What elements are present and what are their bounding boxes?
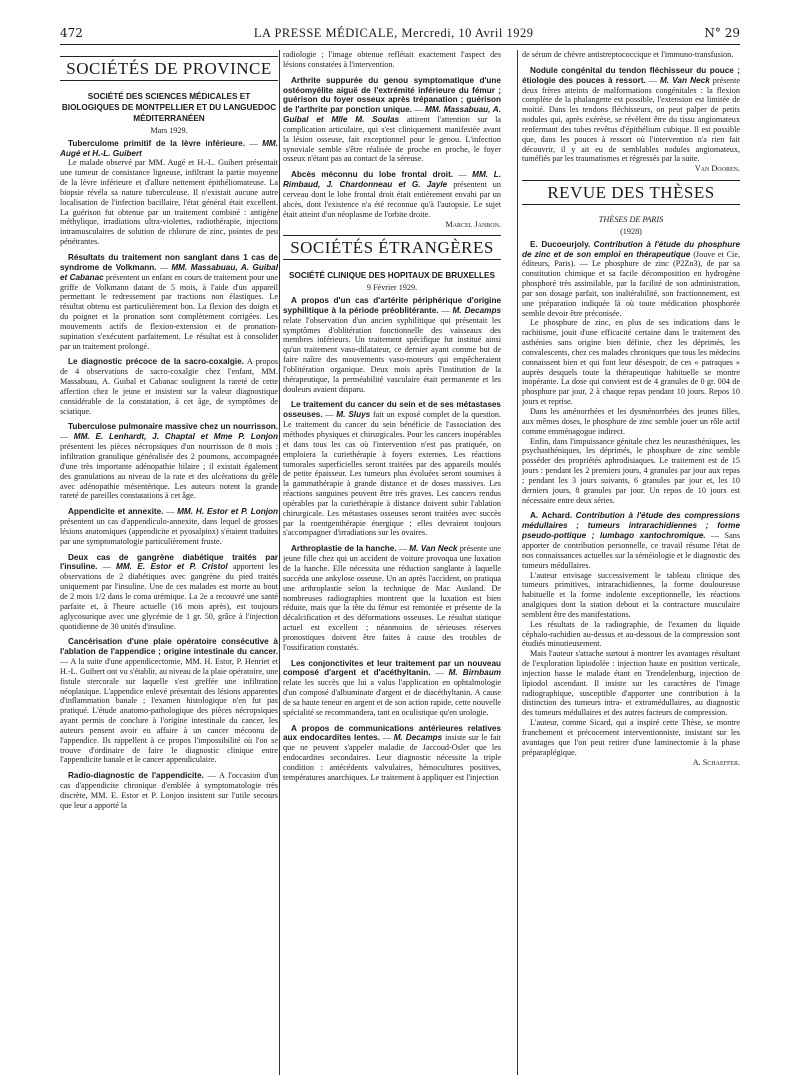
thesis-body: — Sans apporter de contribution personnelle, ce travail résume l'état de nos connaissances actuelles sur la séméiologie et le diagnostic des tumeurs médullaires. <box>522 531 740 570</box>
article: Arthroplastie de la hanche. — M. Van Neck présente une jeune fille chez qui un accident de voiture provoqua une luxation de la hanche. Elle nécessita une réduction sanglante à laquelle succéda une ankylose osseuse. Un an après l'accident, on pratiqua une arthroplastie selon la technique de Mac Ausland. De nombreuses radiographies montrent que la luxation est bien réduite, mais que la tête du fémur est remontée et présente de la décalcification et des déformations osseuses. Le résultat statique actuel est excellent ; néanmoins de sérieuses réserves pronostiques doivent être faites à cause des troubles de l'ossification constatés. <box>283 544 501 652</box>
article-title: Deux cas de gangrène diabétique traités par l'insuline. <box>60 552 278 572</box>
article-body: présentent un enfant en cours de traitement pour une griffe de Volkmann datant de 5 mois, à l'aide d'un appareil permettant le redressement par tractions non élastiques. Le résultat obtenu est particulièrement bon. La flexion des doigts et du poignet et la pronation sont complètement corrigées. Les mouvements actifs de flexion-extension et de pronation-supination s'exécutent parfaitement. Le résultat est à consolider par un traitement prolongé. <box>60 272 278 351</box>
article <box>60 357 278 416</box>
thesis-author: E. Ducoeurjoly. <box>530 239 591 249</box>
thesis-author: A. Achard. <box>530 511 573 521</box>
thesis-title: Contribution à l'étude du phosphure de zinc et de son emploi en thérapeutique <box>522 239 740 259</box>
article: Deux cas de gangrène diabétique traités par l'insuline. — MM. E. Estor et P. Cristol apportent les observations de 2 diabétiques avec gangrène du pied traités uniquement par l'insuline. Une de ces malades est morte au bout de 2 mois 1/2 dans le coma urémique. La 2e a recouvré une santé parfaite et, à l'heure actuelle (16 mois après), est toujours aglycosurique avec une glycémie de 1 gr. 50, grâce à l'injection quotidienne de 30 unités d'insuline. <box>60 552 278 631</box>
article-body: relate les succès que lui a valus l'application en ophtalmologie d'un composé d'albuminate d'argent et de diacéthyltanin. A cause de sa haute teneur en argent et de son action rapide, cette nouvelle spécialité se recommandera, tant en oculistique qu'en urologie. <box>283 678 501 717</box>
column-2 <box>283 50 501 1075</box>
article-title: Le traitement du cancer du sein et de ses métastases osseuses. <box>283 400 501 420</box>
article-authors: MM. E. Lenhardt, J. Chaptal et Mme P. Lonjon <box>73 432 278 442</box>
article-body: A l'occasion d'un cas d'appendicite chronique d'emblée à symptomatologie très discrète, MM. E. Estor et P. Lonjon insistent sur l'utile secours que leur a apporté la <box>60 771 278 810</box>
article-title: Le diagnostic précoce de la sacro-coxalgie. <box>68 357 244 367</box>
thesis-paragraph: Les résultats de la radiographie, de l'examen du liquide céphalo-rachidien au-dessus et au-dessous de la compression sont étudiés minutieusement. <box>522 619 740 649</box>
running-header <box>60 22 740 45</box>
article-authors: M. Sluys <box>336 410 371 420</box>
signature: Marcel Janbon. <box>445 219 501 229</box>
article: Cancérisation d'une plaie opératoire consécutive à l'ablation de l'appendice ; origine intestinale du cancer. — A la suite d'une appendicectomie, MM. H. Estor, P. Henriet et H.-L. Guibert ont vu s'établir, au niveau de la plaie opératoire, une fistule stercorale sur laquelle s'est greffée une infiltration néoplasique. L'appendice enlevé présentait des lésions apparentes d'inflammation banale ; l'examen histologique n'en fut pas pratiqué. L'étude anatomo-pathologique des pièces nécropsiques ayant permis de conclure à l'origine intestinale du cancer, les auteurs pensent avoir eu affaire à un cancer méconnu de l'appendice. Ils rappellent à ce propos l'impossibilité où l'on se trouve d'ordinaire de faire le diagnostic clinique entre l'appendicite banale et le cancer appendiculaire. <box>60 637 278 765</box>
article: Appendicite et annexite. — MM. H. Estor et P. Lonjon présentent un cas d'appendiculo-annexite, dans lequel de grosses lésions anatomiques (appendicite et pyosalpinx) s'étaient traduites par une symptomatologie particulièrement fruste. <box>60 507 278 546</box>
article-title: A propos d'un cas d'artérite périphérique d'origine syphilitique à la période préoblitérante. <box>283 296 501 315</box>
article-body: fait un exposé complet de la question. Le traitement du cancer du sein bénéficie de l'association des méthodes physiques et chirurgicales. Pour les cancers inopérables et dans tous les cas où l'intervention n'est pas pratiquée, on emploiera la curiethérapie à foyers externes. Les réactions tumorales superficielles seront traitées par des appareils moulés de petite épaisseur. Les tumeurs plus évoluées seront soumises à la gammathérapie à grande distance et de doses massives. Les réactions sanguines peuvent être très graves. Les cancers rendus opérables par la curiethérapie à distance doivent subir l'ablation chirurgicale. Les métastases osseuses seront traitées avec succès par la roentgenthérapie énergique ; elles devraient toujours s'accompagner d'irradiations sur les ovaires. <box>283 410 501 538</box>
thesis-paragraph: L'auteur envisage successivement le tableau clinique des tumeurs primitives, intrarachidiennes, la forme douloureuse habituelle et la forme indolente exceptionnelle, les réactions analgiques dont la station debout et la contracture musculaire semblent être des manifestations. <box>522 570 740 619</box>
article: Résultats du traitement non sanglant dans 1 cas de syndrome de Volkmann. — MM. Massabuau, A. Guibal et Cabanac présentent un enfant en cours de traitement pour une griffe de Volkmann datant de 5 mois, à l'aide d'un appareil permettant le redressement par tractions non élastiques. Le résultat obtenu est particulièrement bon. La flexion des doigts et du poignet et la pronation sont complètement corrigées. Les mouvements actifs de flexion-extension et de pronation-supination s'exécutent parfaitement. Le résultat est à consolider par un traitement prolongé. <box>60 252 278 351</box>
session-date: Mars 1929. <box>150 125 188 135</box>
thesis-subheading: THÈSES DE PARIS <box>598 214 664 224</box>
article: Le traitement du cancer du sein et de ses métastases osseuses. — M. Sluys fait un exposé complet de la question. Le traitement du cancer du sein bénéficie de l'association des méthodes physiques et chirurgicales. Pour les cancers inopérables et dans tous les cas où l'intervention n'est pas pratiquée, on emploiera la curiethérapie à foyers externes. Les réactions tumorales superficielles seront traitées par des appareils moulés de petite épaisseur. Les tumeurs plus évoluées seront soumises à la gammathérapie à grande distance et de doses massives. Les réactions sanguines peuvent être très graves. Les cancers rendus opérables par la curiethérapie à distance doivent subir l'ablation chirurgicale. Les métastases osseuses seront traitées avec succès par la roentgenthérapie énergique ; elles devraient toujours s'accompagner d'irradiations sur les ovaires. <box>283 400 501 538</box>
society-name: SOCIÉTÉ DES SCIENCES MÉDICALES ET BIOLOGIQUES DE MONTPELLIER ET DU LANGUEDOC MÉDITERRANÉEN <box>61 91 277 123</box>
journal-title: LA PRESSE MÉDICALE, Mercredi, 10 Avril 1929 <box>253 25 534 40</box>
article: Les conjonctivites et leur traitement par un nouveau composé d'argent et d'acéthyltanin. — M. Birnbaum relate les succès que lui a valus l'application en ophtalmologie d'un composé d'albuminate d'argent et de diacéthyltanin. A cause de sa haute teneur en argent et de son action rapide, cette nouvelle spécialité se recommandera, tant en oculistique qu'en urologie. <box>283 658 501 717</box>
thesis-review <box>522 511 740 767</box>
article-authors: M. Decamps <box>452 305 501 315</box>
thesis-year: (1928) <box>620 226 642 236</box>
thesis-paragraph: Le phosphure de zinc, en plus de ses indications dans le rachitisme, jouit d'une efficacité certaine dans le traitement des asthénies sans origine bien définie, chez les déprimés, les convalescents, chez ces malades chroniques que tous les médecins connaissent bien et qui font leur désespoir, de ces « patraques » auprès desquels toute la thérapeutique habituelle se montre inopérante. La dose qui convient est de 4 granules de 0 gr. 004 de phosphure par jour, 2 à chaque repas pendant 10 jours. Repos 10 jours et reprise. <box>522 318 740 407</box>
thesis-paragraph: Mais l'auteur s'attache surtout à montrer les avantages résultant de l'exploration lipiodolée : injection haute en position verticale, injection basse le malade étant en Trendelenburg, injection de lipiodol ascendant. Il insiste sur les caractères de l'image radiographique, susceptible d'apporter une contribution à la distinction des tumeurs intra- et extramédullaires, au diagnostic des tumeurs médullaires et des autres facteurs de compression. <box>522 649 740 718</box>
thesis-paragraph: L'auteur, comme Sicard, qui a inspiré cette Thèse, se montre franchement et précocement interventionniste, insistant sur les avantages que l'on peut retirer d'une laminectomie à la phase préparaplégique. <box>522 718 740 757</box>
issue-date: Mercredi, 10 Avril 1929 <box>401 25 534 40</box>
article: Tuberculome primitif de la lèvre inférieure. — MM. Augé et H.-L. Guibert Le malade observé par MM. Augé et H.-L. Guibert présentait une tumeur de consistance ligneuse, infiltrant la partie moyenne de la lèvre inférieure et d'allure nettement épithéliomateuse. La biopsie révéla sa nature tuberculeuse. Il n'existait aucune autre localisation de l'infection bacillaire, l'état général était excellent. La guérison fut obtenue par un traitement combiné : antigène méthylique, irradiations ultra-violettes, radiothérapie, injections intramusculaires de solution de chlorure de zinc, pointes de peu pénétrantes. <box>60 138 278 247</box>
thesis-title: Contribution à l'étude des compressions médullaires ; tumeurs intrarachidiennes ; forme pseudo-pottique ; lumbago xantochromique. <box>522 511 740 541</box>
article-title: Tuberculose pulmonaire massive chez un nourrisson. <box>68 422 278 432</box>
article-authors: MM. Augé et H.-L. Guibert <box>60 138 278 158</box>
article-body: insiste sur le fait que ne peuvent s'appeler maladie de Jaccoud-Osler que les endocardites secondaires. Leur diagnostic nécessite la triple condition : antécédents valvulaires, hémocultures positives, températures anarchiques. Le traitement à appliquer est l'injection <box>283 733 501 782</box>
article-title: Tuberculome primitif de la lèvre inférieure. <box>68 138 245 148</box>
article-authors: MM. L. Rimbaud, J. Chardonneau et G. Jayle <box>283 170 501 190</box>
article-title: Arthrite suppurée du genou symptomatique d'une ostéomyélite aiguë de l'extrémité inférieure du fémur ; guérison du foyer osseux après trépanation ; guérison de l'arthrite par ponction unique. <box>283 75 501 115</box>
page-number: 472 <box>60 26 83 40</box>
article: Arthrite suppurée du genou symptomatique d'une ostéomyélite aiguë de l'extrémité inférieure du fémur ; guérison du foyer osseux après trépanation ; guérison de l'arthrite par ponction unique. — MM. Massabuau, A. Guibal et Mlle M. Soulas attirent l'attention sur la complication articulaire, qui s'est cliniquement manifestée avant la lésion osseuse, fait exceptionnel pour le genou. L'infection synoviale semble s'être réalisée de proche en proche, le foyer osseux n'étant pas au contact de la séreuse. <box>283 75 501 164</box>
article: Tuberculose pulmonaire massive chez un nourrisson. — MM. E. Lenhardt, J. Chaptal et Mme P. Lonjon présentent les pièces nécropsiques d'un nourrisson de 8 mois : infiltration granulique généralisée des 2 poumons, accompagnée d'une très importante adénopathie hilaire ; il existait également des granulations au niveau de la rate et des ulcérations du grêle avec adénopathie mésentérique. Les auteurs notent la grande rareté de pareilles constatations à cet âge. <box>60 422 278 501</box>
article: Nodule congénital du tendon fléchisseur du pouce ; étiologie des pouces à ressort. — M. Van Neck présente deux frères atteints de malformations congénitales : la flexion complète de la phalangette est possible, l'extension est limitée de moitié. Dans les tendons fléchisseurs, on peut palper de petits nodules qui, après exérèse, se révèlent être du tissu angiomateux renfermant des tubes revêtus d'épithélium cubique. Il est possible que, dans les pouces à ressort où l'intervention n'a rien fait découvrir, il y ait eu de semblables nodules angiomateux, tuméfiés par les traumatismes et régressés par la suite. Van Dooren. <box>522 65 740 174</box>
article-body: relate l'observation d'un ancien syphilitique qui présentait les symptômes d'oblitération fonctionnelle des vaisseaux des membres inférieurs. Un traitement spécifique fut institué ainsi qu'un traitement vaso-dilatateur, ce dernier ayant comme but de faire naître des mouvements vaso-moteurs qui empêcheraient l'oblitération organique. Deux mois après l'institution de la thérapeutique, la perméabilité vasculaire était permanente et les douleurs avaient disparu. <box>283 315 501 394</box>
article-authors: MM. H. Estor et P. Lonjon <box>177 507 278 517</box>
article-body: A propos de 4 observations de sacro-coxalgie chez l'enfant, MM. Massabuau, A. Guibal et Cabanac soulignent la rareté de cette affection chez le jeune et insistent sur la valeur diagnostique considérable de la constatation, à cet âge, de symptômes de sciatique. <box>60 357 278 416</box>
article-authors: MM. Massabuau, A. Guibal et Cabanac <box>60 262 278 282</box>
article-title: Les conjonctivites et leur traitement par un nouveau composé d'argent et d'acéthyltanin. <box>283 658 501 678</box>
article-title: Radio-diagnostic de l'appendicite. <box>68 771 204 781</box>
article-body: apportent les observations de 2 diabétiques avec gangrène du pied traités uniquement par l'insuline. Une de ces malades est morte au bout de 2 mois 1/2 dans le coma urémique. La 2e a recouvré une santé parfaite et, à l'heure actuelle (16 mois après), est toujours aglycosurique avec une glycémie de 1 gr. 50, grâce à l'injection quotidienne de 30 unités d'insuline. <box>60 562 278 631</box>
article-authors: MM. E. Estor et P. Cristol <box>116 562 228 572</box>
thesis-review <box>522 240 740 506</box>
society-name: SOCIÉTÉ CLINIQUE DES HOPITAUX DE BRUXELLES <box>289 271 495 281</box>
article-body: présentent un cerveau dont le lobe frontal droit était entièrement envahi par un abcès, dont l'existence n'a été reconnue qu'à l'autopsie. Le sujet était atteint d'un néoplasme de l'orbite droite. <box>283 180 501 219</box>
article-body: Le malade observé par MM. Augé et H.-L. Guibert présentait une tumeur de consistance ligneuse, infiltrant la partie moyenne de la lèvre inférieure et d'allure nettement épithéliomateuse. La biopsie révéla sa nature tuberculeuse. Il n'existait aucune autre localisation de l'infection bacillaire, l'état général était excellent. La guérison fut obtenue par un traitement combiné : antigène méthylique, irradiations ultra-violettes, radiothérapie, injections intramusculaires de solution de chlorure de zinc, pointes de peu pénétrantes. <box>60 158 278 247</box>
article-title: Arthroplastie de la hanche. <box>291 544 397 554</box>
article-title: Abcès méconnu du lobe frontal droit. <box>291 170 454 180</box>
session-date: 9 Février 1929. <box>366 283 418 293</box>
article-continuation <box>522 50 740 60</box>
article: A propos d'un cas d'artérite périphérique d'origine syphilitique à la période préoblitérante. — M. Decamps relate l'observation d'un ancien syphilitique qui présentait les symptômes d'oblitération fonctionnelle des vaisseaux des membres inférieurs. Un traitement spécifique fut institué ainsi qu'un traitement vaso-dilatateur, ce dernier ayant comme but de faire naître des mouvements vaso-moteurs qui empêcheraient l'oblitération organique. Deux mois après l'institution de la thérapeutique, la perméabilité vasculaire était permanente et les douleurs avaient disparu. <box>283 296 501 394</box>
thesis-paragraph: Enfin, dans l'impuissance génitale chez les neurasthéniques, les psychasthéniques, les déprimés, le phosphure de zinc semble posséder des propriétés aphrodisiaques. Le traitement est de 15 jours : pendant les 2 premiers jours, 4 granules par jour aux repas ; pendant les 3 jours suivants, 6 granules par jour et, les 10 derniers jours, 8 granules par jour. Un repos de 10 jours est nécessaire entre deux séries. <box>522 436 740 505</box>
article-body: présentent un cas d'appendiculo-annexite, dans lequel de grosses lésions anatomiques (appendicite et pyosalpinx) s'étaient traduites par une symptomatologie particulièrement fruste. <box>60 517 278 546</box>
article-continuation <box>283 50 501 70</box>
article-title: Cancérisation d'une plaie opératoire consécutive à l'ablation de l'appendice ; origine intestinale du cancer. <box>60 637 278 657</box>
column-3 <box>522 50 740 1075</box>
section-heading: SOCIÉTÉS DE PROVINCE <box>60 56 278 81</box>
article-title: Résultats du traitement non sanglant dans 1 cas de syndrome de Volkmann. <box>60 252 278 272</box>
column-rule <box>279 50 280 1075</box>
signature: Van Dooren. <box>694 164 740 174</box>
article-body: attirent l'attention sur la complication articulaire, qui s'est cliniquement manifestée avant la lésion osseuse, fait exceptionnel pour le genou. L'infection synoviale semble s'être réalisée de proche en proche, le foyer osseux n'étant pas au contact de la séreuse. <box>283 115 501 164</box>
article-body: A la suite d'une appendicectomie, MM. H. Estor, P. Henriet et H.-L. Guibert ont vu s'établir, au niveau de la plaie opératoire, une fistule stercorale sur laquelle s'est greffée une infiltration néoplasique. L'appendice enlevé présentait des lésions apparentes d'inflammation banale ; l'examen histologique n'en fut pas pratiqué. L'étude anatomo-pathologique des pièces nécropsiques ayant permis de conclure à l'origine intestinale du cancer, les auteurs pensent avoir eu affaire à un cancer méconnu de l'appendice. Ils rappellent à ce propos l'impossibilité où l'on se trouve d'ordinaire de faire le diagnostic clinique entre l'appendicite banale et le cancer appendiculaire. <box>60 657 278 765</box>
article-authors: M. Decamps <box>393 733 443 743</box>
journal-name: LA PRESSE MÉDICALE <box>253 25 395 40</box>
article-title: Appendicite et annexite. <box>68 507 164 517</box>
column-1 <box>60 50 278 1075</box>
article-authors: M. Van Neck <box>659 75 710 85</box>
column-rule <box>517 50 518 1075</box>
article-body: présente deux frères atteints de malformations congénitales : la flexion complète de la phalangette est possible, l'extension est limitée de moitié. Dans les tendons fléchisseurs, on peut palper de petits nodules qui, après exérèse, se révèlent être du tissu angiomateux renfermant des tubes revêtus d'épithélium cubique. Il est possible que, dans les pouces à ressort où l'intervention n'a rien fait découvrir, il y ait eu de semblables nodules angiomateux, tuméfiés par les traumatismes et régressés par la suite. <box>522 75 740 164</box>
article-body: radiologie ; l'image obtenue reflétait exactement l'aspect des lésions constatées à l'intervention. <box>283 50 501 69</box>
article-authors: M. Van Neck <box>409 544 458 554</box>
article: Abcès méconnu du lobe frontal droit. — MM. L. Rimbaud, J. Chardonneau et G. Jayle présentent un cerveau dont le lobe frontal droit était entièrement envahi par un abcès, dont l'existence n'a été reconnue qu'à l'autopsie. Le sujet était atteint d'un néoplasme de l'orbite droite. Marcel Janbon. <box>283 170 501 229</box>
article: A propos de communications antérieures relatives aux endocardites lentes. — M. Decamps insiste sur le fait que ne peuvent s'appeler maladie de Jaccoud-Osler que les endocardites secondaires. Leur diagnostic nécessite la triple condition : antécédents valvulaires, hémocultures positives, températures anarchiques. Le traitement à appliquer est l'injection <box>283 723 501 782</box>
issue-number: N° 29 <box>704 26 740 40</box>
section-heading: REVUE DES THÈSES <box>522 180 740 205</box>
article-body: de sérum de chèvre antistreptococcique et l'immuno-transfusion. <box>522 50 734 59</box>
article-authors: M. Birnbaum <box>448 668 501 678</box>
thesis-body: (Jouve et Cie, éditeurs, Paris). — Le phosphure de zinc (P2Zn3), de par sa constitution chimique et sa facile décomposition en hydrogène phosphoré très assimilable, par la facilité de son administration, par son dosage parfait, son inaltérabilité, son fractionnement, est une préparation indiquée là où toute médication phosphorée semble devoir être préconisée. <box>522 249 740 318</box>
article-body: présentent les pièces nécropsiques d'un nourrisson de 8 mois : infiltration granulique généralisée des 2 poumons, accompagnée d'une très importante adénopathie hilaire ; il existait également des granulations au niveau de la rate et des ulcérations du grêle avec adénopathie mésentérique. Les auteurs notent la grande rareté de pareilles constatations à cet âge. <box>60 442 278 501</box>
section-heading: SOCIÉTÉS ÉTRANGÈRES <box>283 235 501 260</box>
article-body: présente une jeune fille chez qui un accident de voiture provoqua une luxation de la hanche. Elle nécessita une réduction sanglante à laquelle succéda une ankylose osseuse. Un an après l'accident, on pratiqua une arthroplastie selon la technique de Mac Ausland. De nombreuses radiographies montrent que la luxation est bien réduite, mais que la tête du fémur est remontée et présente de la décalcification et des déformations osseuses. Le résultat statique actuel est excellent ; néanmoins de sérieuses réserves pronostiques doivent être faites à cause des troubles de l'ossification constatés. <box>283 544 501 652</box>
article-title: A propos de communications antérieures relatives aux endocardites lentes. <box>283 723 501 743</box>
article-title: Nodule congénital du tendon fléchisseur du pouce ; étiologie des pouces à ressort. <box>522 65 740 85</box>
article-authors: MM. Massabuau, A. Guibal et Mlle M. Soulas <box>283 105 501 125</box>
article: Radio-diagnostic de l'appendicite. — A l'occasion d'un cas d'appendicite chronique d'emblée à symptomatologie très discrète, MM. E. Estor et P. Lonjon insistent sur l'utile secours que leur a apporté la <box>60 771 278 810</box>
signature: A. Schaeffer. <box>692 757 740 767</box>
thesis-paragraph: Dans les aménorrhées et les dysménorrhées des jeunes filles, aux mêmes doses, le phosphure de zinc semble jouer un rôle actif comme emménagogue indirect. <box>522 407 740 436</box>
